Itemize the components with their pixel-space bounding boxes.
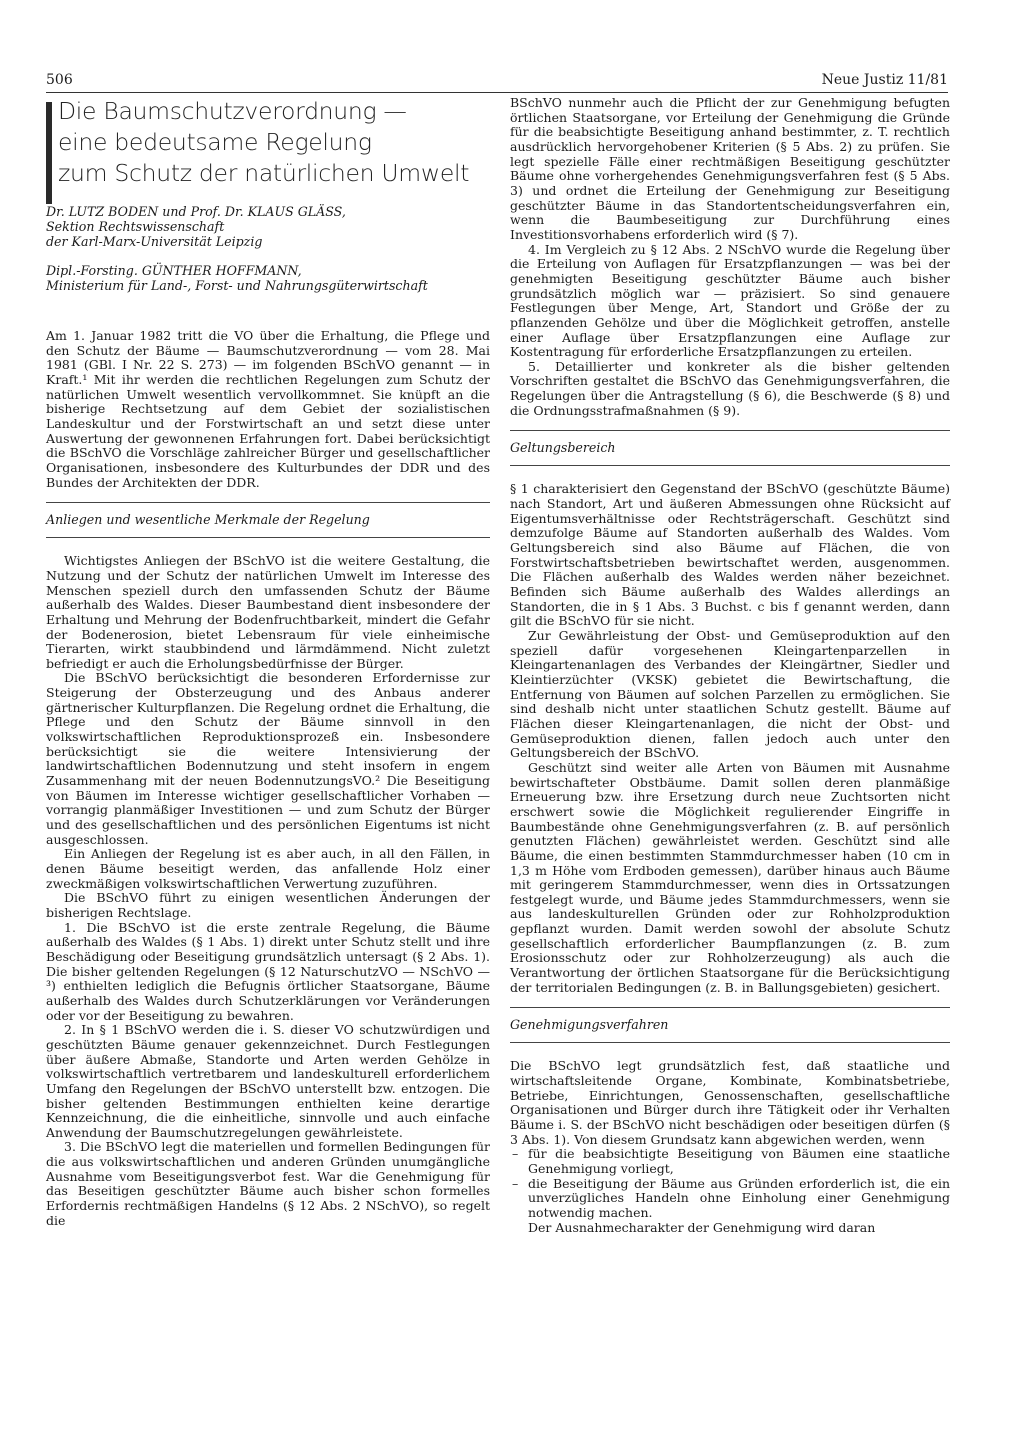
list-item: – für die beabsichtigte Beseitigung von Bäumen eine staatliche Genehmigung vorliegt,: [510, 1147, 950, 1176]
body-paragraph: Geschützt sind weiter alle Arten von Bäumen mit Ausnahme bewirtschafteter Obstbäume. Damit sollen deren planmäßige Erneuerung bzw. ihre Ersetzung durch neue Zuchtsorten nicht erschwert sowie die Möglichkeit regulierender Eingriffe in Baumbestände ohne Genehmigungsverfahren (z. B. auf persönlich genutzten Flächen) gewährleistet werden. Geschützt sind alle Bäume, die einen bestimmten Stammdurchmesser haben (10 cm in 1,3 m Höhe vom Erdboden gemessen), darüber hinaus auch Bäume mit geringerem Stammdurchmesser, wenn dies in Ortssatzungen festgelegt wurde, und Bäume jedes Stammdurchmessers, wenn sie aus landeskulturellen Gründen oder zur Rohholzproduktion gepflanzt wurden. Damit werden sowohl der absolute Schutz gesellschaftlich erforderlicher Baumpflanzungen (z. B. zum Erosionsschutz oder zur Rohholzerzeugung) als auch die Verantwortung der örtlichen Staatsorgane für die Berücksichtigung der territorialen Bedingungen (z. B. in Ballungsgebieten) gesichert.: [510, 759, 950, 995]
page-number: 506: [46, 72, 73, 88]
intro-paragraph: Am 1. Januar 1982 tritt die VO über die Erhaltung, die Pflege und den Schutz der Bäume — Baumschutzverordnung — vom 28. Mai 1981 (GBl. I Nr. 22 S. 273) — im folgenden BSchVO genannt — in Kraft.¹ Mit ihr werden die rechtlichen Regelungen zum Schutz der natürlichen Umwelt wesentlich vervollkommnet. Sie knüpft an die bisherige Rechtsetzung auf dem Gebiet der sozialistischen Landeskultur und der Forstwirtschaft an und setzt diese unter Auswertung der gewonnenen Erfahrungen fort. Dabei berücksichtigt die BSchVO die Vorschläge zahlreicher Bürger und gesellschaftlicher Organisationen, insbesondere des Kulturbundes der DDR und des Bundes der Architekten der DDR.: [46, 328, 490, 490]
body-paragraph: Der Ausnahmecharakter der Genehmigung wird daran: [528, 1219, 876, 1235]
condition-list: [510, 1147, 950, 1220]
title-line-1: Die Baumschutzverordnung —: [58, 97, 407, 125]
body-paragraph: § 1 charakterisiert den Gegenstand der BSchVO (geschützte Bäume) nach Standort, Art und äußeren Abmessungen ohne Rücksicht auf Eigentumsverhältnisse oder Rechtsträgerschaft. Geschützt sind demzufolge Bäume auf Standorten außerhalb des Waldes. Vom Geltungsbereich sind also Bäume auf Flächen, die von Forstwirtschaftsbetrieben bewirtschaftet werden, ausgenommen. Die Flächen außerhalb des Waldes werden näher bezeichnet. Befinden sich Bäume außerhalb des Waldes allerdings an Standorten, die in § 1 Abs. 3 Buchst. c bis f genannt werden, dann gilt die BSchVO für sie nicht.: [510, 481, 950, 629]
body-paragraph: 1. Die BSchVO ist die erste zentrale Regelung, die Bäume außerhalb des Waldes (§ 1 Abs. 1) direkt unter Schutz stellt und ihre Beschädigung oder Beseitigung grundsätzlich untersagt (§ 2 Abs. 1). Die bisher geltenden Regelungen (§ 12 NaturschutzVO — NSchVO —³) enthielten lediglich die Befugnis örtlicher Staatsorgane, Bäume außerhalb des Waldes durch Schutzerklärungen vor Veränderungen oder vor der Beseitigung zu bewahren.: [46, 919, 490, 1023]
body-paragraph: BSchVO nunmehr auch die Pflicht der zur Genehmigung befugten örtlichen Staatsorgane, vor Erteilung der Genehmigung die Gründe für die beabsichtigte Beseitigung anhand bestimmter, z. T. rechtlich ausdrücklich hervorgehobener Kriterien (§ 5 Abs. 2) zu prüfen. Sie legt spezielle Fälle einer rechtmäßigen Beseitigung geschützter Bäume ohne vorhergehendes Genehmigungsverfahren fest (§ 5 Abs. 3) und ordnet die Erteilung der Genehmigung zur Beseitigung geschützter Bäume in das Standortentscheidungsverfahren ein, wenn die Baumbeseitigung zur Durchführung eines Investitionsvorhabens erforderlich wird (§ 7).: [510, 95, 950, 242]
section-heading-genehmigungsverfahren: Genehmigungsverfahren: [510, 1007, 950, 1043]
author-line: Dr. LUTZ BODEN und Prof. Dr. KLAUS GLÄSS,: [46, 204, 346, 219]
title-line-3: zum Schutz der natürlichen Umwelt: [58, 159, 470, 187]
title-bracket: [46, 102, 52, 204]
section-heading-anliegen: Anliegen und wesentliche Merkmale der Regelung: [46, 502, 490, 538]
body-paragraph: Die BSchVO führt zu einigen wesentlichen Änderungen der bisherigen Rechtslage.: [46, 890, 490, 920]
title-line-2: eine bedeutsame Regelung: [58, 128, 372, 156]
body-paragraph: Die BSchVO berücksichtigt die besonderen Erfordernisse zur Steigerung der Obsterzeugung und des Anbaus anderer gärtnerischer Kulturpflanzen. Die Regelung ordnet die Erhaltung, die Pflege und den Schutz der Bäume sinnvoll in den volkswirtschaftlichen Reproduktionsprozeß ein. Insbesondere berücksichtigt sie die weitere Intensivierung der landwirtschaftlichen Bodennutzung und steht insofern in engem Zusammenhang mit der neuen BodennutzungsVO.² Die Beseitigung von Bäumen im Interesse wichtiger gesellschaftlicher Vorhaben — vorrangig planmäßiger Investitionen — und zum Schutz der Bürger und des gesellschaftlichen und des persönlichen Eigentums ist nicht ausgeschlossen.: [46, 670, 490, 847]
section-heading-geltungsbereich: Geltungsbereich: [510, 430, 950, 466]
author-line: Dipl.-Forsting. GÜNTHER HOFFMANN,: [46, 263, 302, 278]
journal-issue: Neue Justiz 11/81: [821, 72, 948, 88]
author-affiliation: Ministerium für Land-, Forst- und Nahrungsgüterwirtschaft: [46, 278, 428, 293]
body-paragraph: 5. Detaillierter und konkreter als die bisher geltenden Vorschriften gestaltet die BSchVO das Genehmigungsverfahren, die Regelungen über die Antragstellung (§ 6), die Beschwerde (§ 8) und die Ordnungsstrafmaßnahmen (§ 9).: [510, 358, 950, 418]
page-header: [46, 70, 948, 93]
body-paragraph: 4. Im Vergleich zu § 12 Abs. 2 NSchVO wurde die Regelung über die Erteilung von Auflagen für Ersatzpflanzungen — was bei der genehmigten Beseitigung geschützter Bäume auch bisher grundsätzlich möglich war — präzisiert. So sind genauere Festlegungen über Menge, Art, Standort und Größe der zu pflanzenden Gehölze und über die Möglichkeit getroffen, anstelle einer Auflage über Ersatzpflanzungen eine Auflage zur Kostentragung für erforderliche Ersatzpflanzungen zu erteilen.: [510, 241, 950, 360]
right-column: [510, 96, 950, 1235]
left-column: [46, 96, 490, 1228]
body-paragraph: 2. In § 1 BSchVO werden die i. S. dieser VO schutzwürdigen und geschützten Bäume genauer gekennzeichnet. Durch Festlegungen über äußere Abmaße, Standorte und Arten werden Gehölze in volkswirtschaftlich vertretbarem und landeskulturell erforderlichem Umfang den Regelungen der BSchVO unterstellt bzw. entzogen. Die bisher geltenden Bestimmungen enthielten keine derartige Kennzeichnung, die die einheitliche, sinnvolle und auch einfache Anwendung der Baumschutzregelungen gewährleistete.: [46, 1022, 490, 1140]
body-paragraph: Die BSchVO legt grundsätzlich fest, daß staatliche und wirtschaftsleitende Organe, Kombinate, Kombinatsbetriebe, Betriebe, Einrichtungen, Genossenschaften, gesellschaftliche Organisationen und Bürger durch ihre Tätigkeit oder ihr Verhalten Bäume i. S. der BSchVO nicht beschädigen oder beseitigen dürfen (§ 3 Abs. 1). Von diesem Grundsatz kann abgewichen werden, wenn: [510, 1058, 950, 1147]
author-affiliation: der Karl-Marx-Universität Leipzig: [46, 234, 263, 249]
body-paragraph: 3. Die BSchVO legt die materiellen und formellen Bedingungen für die aus volkswirtschaftlichen und anderen Gründen unumgängliche Ausnahme vom Beseitigungsverbot fest. War die Genehmigung für das Beseitigen geschützter Bäume auch bisher schon formelles Erfordernis rechtmäßigen Handelns (§ 12 Abs. 2 NSchVO), so regelt die: [46, 1139, 490, 1228]
list-item: – die Beseitigung der Bäume aus Gründen erforderlich ist, die ein unverzügliches Handeln ohne Einholung einer Genehmigung notwendig machen.: [510, 1177, 950, 1221]
author-block: [46, 204, 490, 293]
body-paragraph: Wichtigstes Anliegen der BSchVO ist die weitere Gestaltung, die Nutzung und der Schutz der natürlichen Umwelt im Interesse des Menschen speziell durch den umfassenden Schutz der Bäume außerhalb des Waldes. Dieser Baumbestand dient insbesondere der Erhaltung und Mehrung der Bodenfruchtbarkeit, mindert die Gefahr der Bodenerosion, bietet Lebensraum für viele einheimische Tierarten, wirkt staubbindend und lärmdämmend. Nicht zuletzt befriedigt er auch die Erholungsbedürfnisse der Bürger.: [46, 553, 490, 671]
body-paragraph: Ein Anliegen der Regelung ist es aber auch, in all den Fällen, in denen Bäume beseitigt werden, das anfallende Holz einer zweckmäßigen volkswirtschaftlichen Verwertung zuzuführen.: [46, 846, 490, 891]
author-affiliation: Sektion Rechtswissenschaft: [46, 219, 225, 234]
body-paragraph: Zur Gewährleistung der Obst- und Gemüseproduktion auf den speziell dafür vorgesehenen Kleingartenparzellen in Kleingartenanlagen des Verbandes der Kleingärtner, Siedler und Kleintierzüchter (VKSK) gebietet die Bewirtschaftung, die Entfernung von Bäumen auf solchen Parzellen zu ermöglichen. Sie sind deshalb nicht unter staatlichen Schutz gestellt. Bäume auf Flächen dieser Kleingartenanlagen, die nicht der Obst- und Gemüseproduktion dienen, fallen jedoch auch unter den Geltungsbereich der BSchVO.: [510, 628, 950, 761]
article-title: [46, 96, 490, 204]
